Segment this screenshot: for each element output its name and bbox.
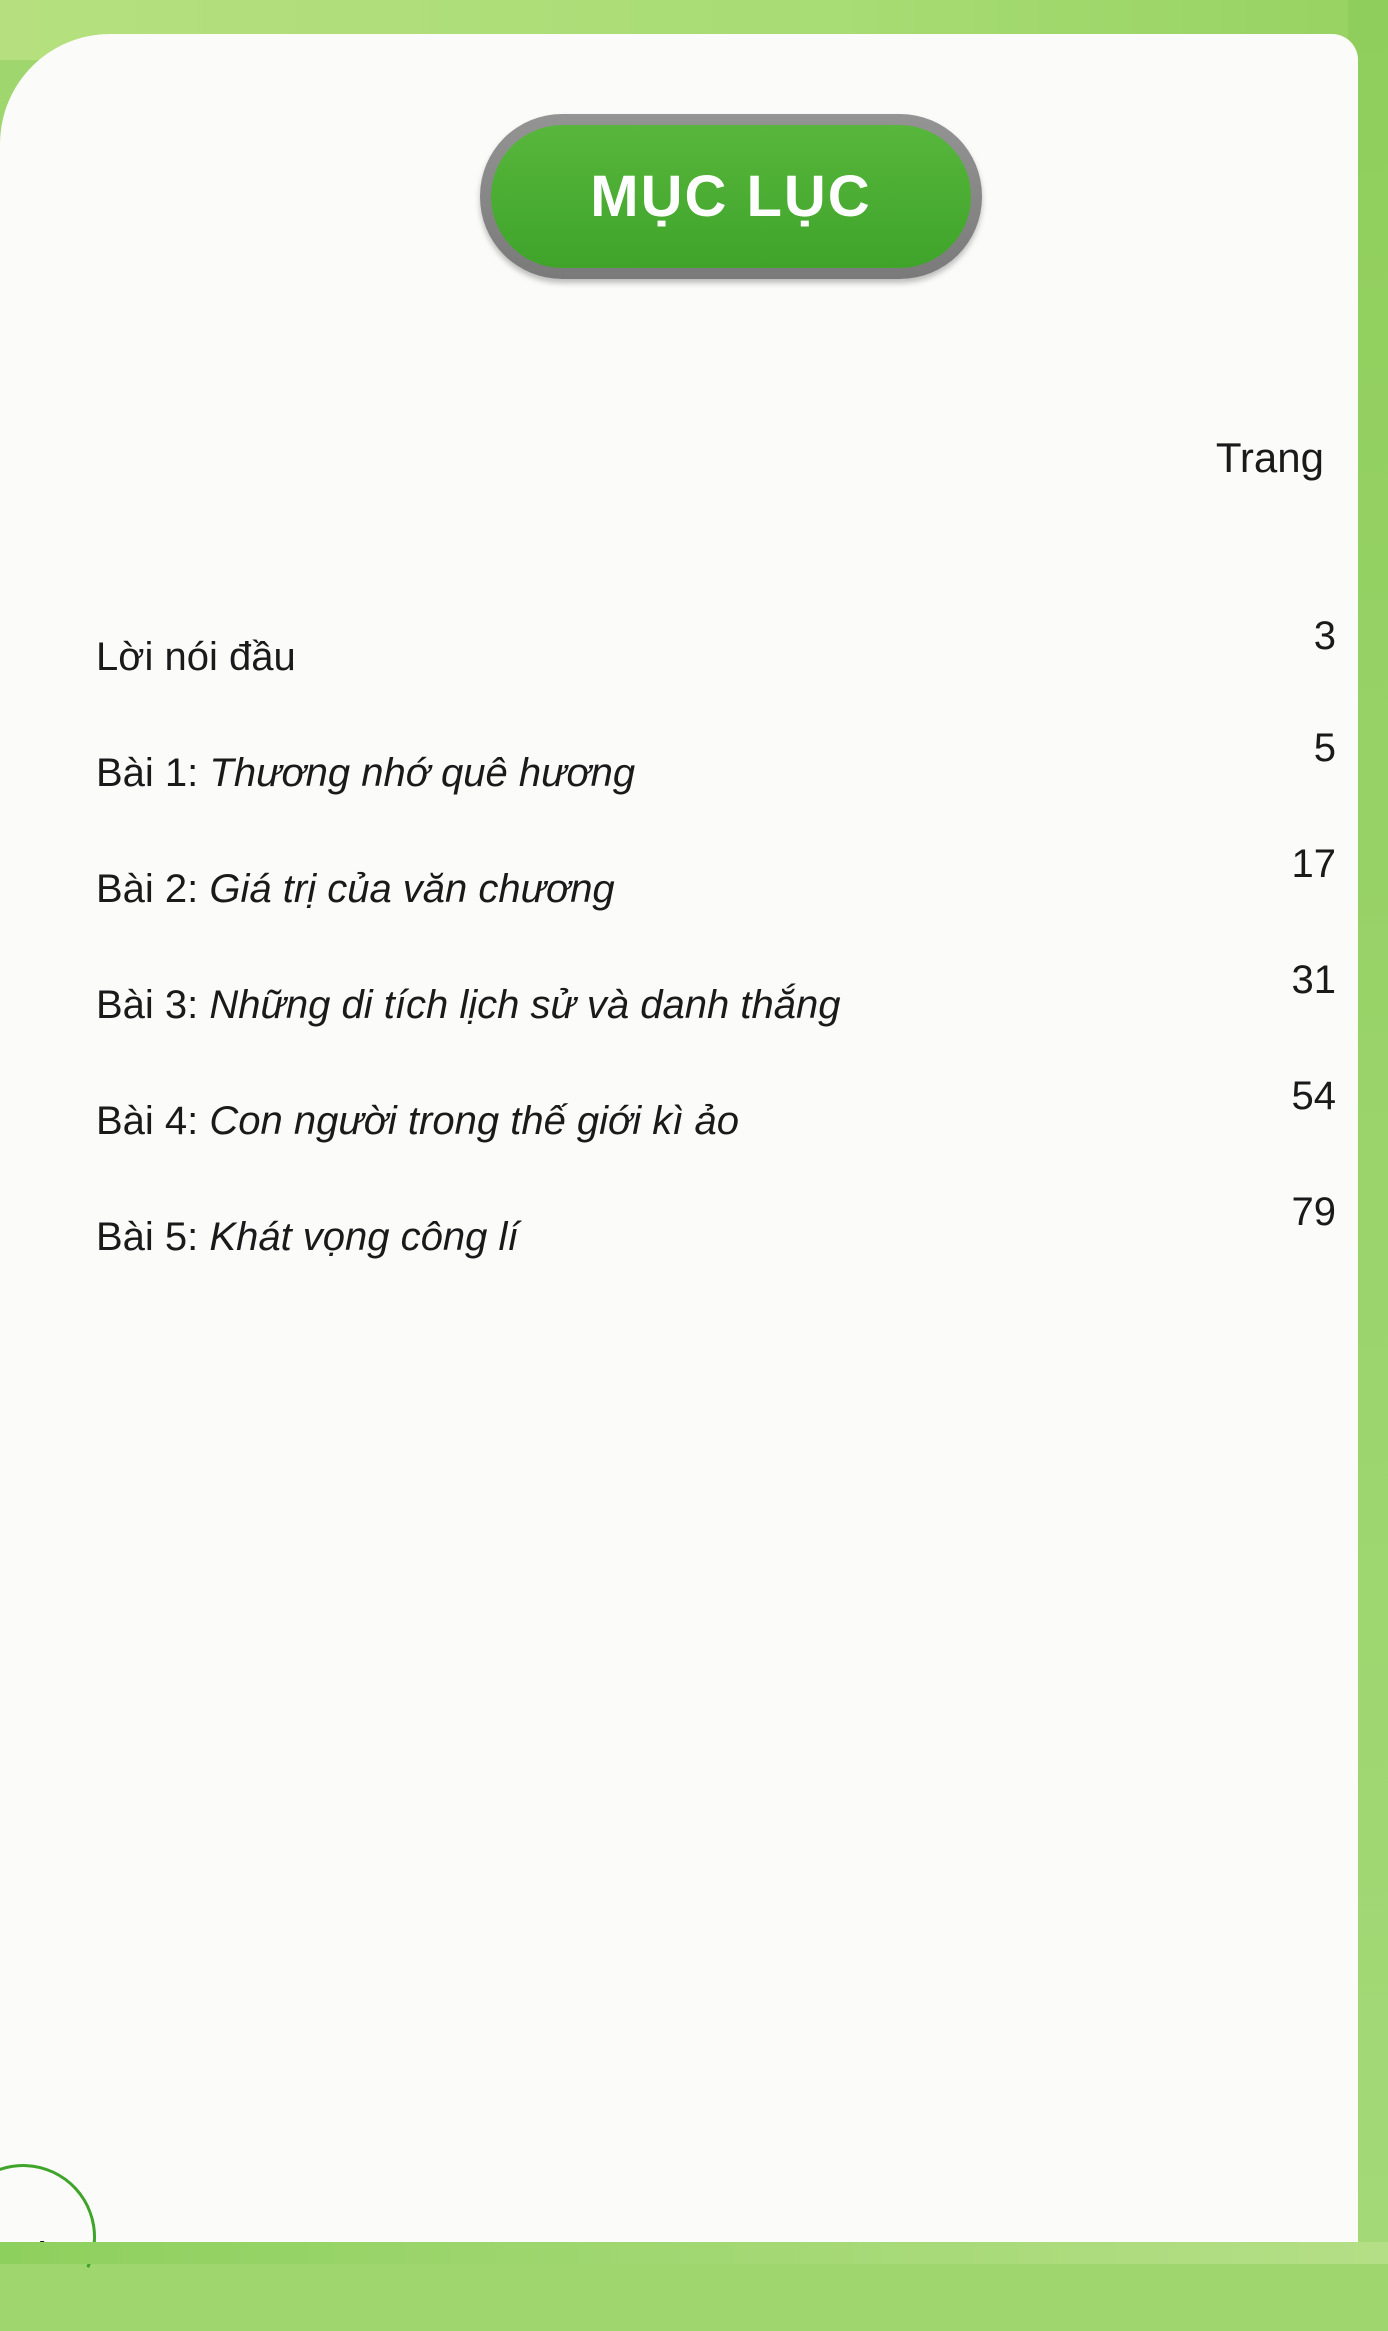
toc-item-loi-noi-dau[interactable]	[96, 614, 1336, 680]
toc-item-prefix: Bài 5:	[96, 1215, 210, 1259]
toc-item-bai-5[interactable]	[96, 1190, 1336, 1260]
toc-item-name: Khát vọng công lí	[209, 1215, 519, 1259]
toc-item-page: 3	[1313, 614, 1336, 658]
page-column-header: Trang	[1215, 434, 1324, 481]
toc-item-bai-3[interactable]	[96, 958, 1336, 1028]
book-page	[0, 34, 1358, 2242]
toc-item-prefix: Bài 3:	[96, 983, 210, 1027]
toc-item-page: 54	[1291, 1074, 1336, 1118]
title-pill	[480, 114, 982, 279]
toc-item-label	[96, 635, 296, 680]
toc-item-name: Những di tích lịch sử và danh thắng	[209, 983, 841, 1027]
toc-item-bai-1[interactable]	[96, 726, 1336, 796]
toc-item-label	[96, 1099, 739, 1144]
toc-item-prefix: Bài 4:	[96, 1099, 210, 1143]
toc-item-prefix: Bài 2:	[96, 867, 210, 911]
toc-item-page: 5	[1313, 726, 1336, 770]
toc-item-bai-2[interactable]	[96, 842, 1336, 912]
toc-item-label	[96, 983, 840, 1028]
page-title: MỤC LỤC	[590, 164, 872, 229]
title-pill-inner	[491, 125, 971, 268]
toc-item-prefix: Lời nói đầu	[96, 635, 296, 679]
toc-item-name: Con người trong thế giới kì ảo	[209, 1099, 739, 1143]
toc-item-label	[96, 1215, 519, 1260]
toc-item-label	[96, 867, 615, 912]
toc-item-name: Giá trị của văn chương	[209, 867, 615, 911]
toc-item-name: Thương nhớ quê hương	[209, 751, 636, 795]
toc-item-bai-4[interactable]	[96, 1074, 1336, 1144]
bottom-green-band	[0, 2242, 1388, 2264]
toc-item-prefix: Bài 1:	[96, 751, 210, 795]
page-number-arc	[0, 2143, 117, 2330]
toc-item-label	[96, 751, 635, 796]
toc-item-page: 17	[1291, 842, 1336, 886]
toc-item-page: 31	[1291, 958, 1336, 1002]
toc-item-page: 79	[1291, 1190, 1336, 1234]
